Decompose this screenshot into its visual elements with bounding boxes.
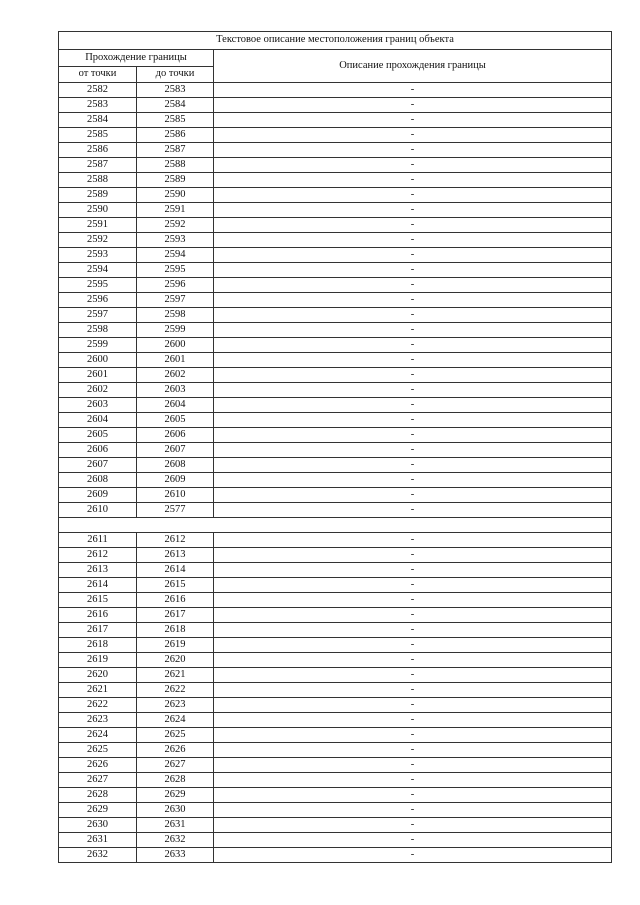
- description-cell: -: [214, 848, 612, 863]
- table-row: [59, 323, 612, 338]
- from-point-cell: 2597: [59, 308, 137, 323]
- to-point-cell: 2598: [137, 308, 214, 323]
- from-point-cell: 2630: [59, 818, 137, 833]
- to-point-cell: 2631: [137, 818, 214, 833]
- table-row: [59, 308, 612, 323]
- to-point-cell: 2618: [137, 623, 214, 638]
- description-cell: -: [214, 788, 612, 803]
- to-point-cell: 2620: [137, 653, 214, 668]
- description-cell: -: [214, 173, 612, 188]
- description-cell: -: [214, 428, 612, 443]
- table-row: [59, 413, 612, 428]
- to-point-cell: 2586: [137, 128, 214, 143]
- description-cell: -: [214, 413, 612, 428]
- table-row: [59, 428, 612, 443]
- to-point-cell: 2584: [137, 98, 214, 113]
- table-row: [59, 788, 612, 803]
- from-point-cell: 2595: [59, 278, 137, 293]
- to-point-cell: 2622: [137, 683, 214, 698]
- to-point-cell: 2606: [137, 428, 214, 443]
- description-cell: -: [214, 473, 612, 488]
- table-row: [59, 653, 612, 668]
- to-point-cell: 2592: [137, 218, 214, 233]
- to-point-cell: 2603: [137, 383, 214, 398]
- header-to-point: до точки: [137, 67, 214, 83]
- table-row: [59, 668, 612, 683]
- from-point-cell: 2584: [59, 113, 137, 128]
- table-row: [59, 533, 612, 548]
- table-row: [59, 758, 612, 773]
- from-point-cell: 2585: [59, 128, 137, 143]
- to-point-cell: 2612: [137, 533, 214, 548]
- table-row: [59, 203, 612, 218]
- from-point-cell: 2600: [59, 353, 137, 368]
- to-point-cell: 2616: [137, 593, 214, 608]
- to-point-cell: 2613: [137, 548, 214, 563]
- from-point-cell: 2605: [59, 428, 137, 443]
- from-point-cell: 2615: [59, 593, 137, 608]
- description-cell: -: [214, 758, 612, 773]
- description-cell: -: [214, 368, 612, 383]
- from-point-cell: 2621: [59, 683, 137, 698]
- description-cell: -: [214, 698, 612, 713]
- table-row: [59, 638, 612, 653]
- description-cell: -: [214, 233, 612, 248]
- table-row: [59, 848, 612, 863]
- description-cell: -: [214, 203, 612, 218]
- description-cell: -: [214, 278, 612, 293]
- description-cell: -: [214, 728, 612, 743]
- to-point-cell: 2590: [137, 188, 214, 203]
- description-cell: -: [214, 833, 612, 848]
- description-cell: -: [214, 383, 612, 398]
- from-point-cell: 2587: [59, 158, 137, 173]
- description-cell: -: [214, 128, 612, 143]
- description-cell: -: [214, 563, 612, 578]
- to-point-cell: 2625: [137, 728, 214, 743]
- table-row: [59, 803, 612, 818]
- to-point-cell: 2627: [137, 758, 214, 773]
- table-row: [59, 683, 612, 698]
- table-row: [59, 443, 612, 458]
- table-row: [59, 488, 612, 503]
- table-row: [59, 293, 612, 308]
- table-row: [59, 743, 612, 758]
- from-point-cell: 2629: [59, 803, 137, 818]
- to-point-cell: 2632: [137, 833, 214, 848]
- description-cell: -: [214, 503, 612, 518]
- table-row: [59, 113, 612, 128]
- from-point-cell: 2626: [59, 758, 137, 773]
- to-point-cell: 2577: [137, 503, 214, 518]
- description-cell: -: [214, 248, 612, 263]
- from-point-cell: 2602: [59, 383, 137, 398]
- from-point-cell: 2627: [59, 773, 137, 788]
- table-row: [59, 698, 612, 713]
- from-point-cell: 2620: [59, 668, 137, 683]
- table-row: [59, 338, 612, 353]
- description-cell: -: [214, 398, 612, 413]
- table-row: [59, 263, 612, 278]
- table-row: [59, 233, 612, 248]
- from-point-cell: 2631: [59, 833, 137, 848]
- to-point-cell: 2596: [137, 278, 214, 293]
- to-point-cell: 2600: [137, 338, 214, 353]
- from-point-cell: 2596: [59, 293, 137, 308]
- table-row: [59, 173, 612, 188]
- from-point-cell: 2628: [59, 788, 137, 803]
- table-row: [59, 188, 612, 203]
- to-point-cell: 2623: [137, 698, 214, 713]
- description-cell: -: [214, 668, 612, 683]
- from-point-cell: 2601: [59, 368, 137, 383]
- from-point-cell: 2599: [59, 338, 137, 353]
- from-point-cell: 2609: [59, 488, 137, 503]
- from-point-cell: 2608: [59, 473, 137, 488]
- to-point-cell: 2614: [137, 563, 214, 578]
- to-point-cell: 2595: [137, 263, 214, 278]
- to-point-cell: 2604: [137, 398, 214, 413]
- separator-row: [59, 518, 612, 533]
- header-from-point: от точки: [59, 67, 137, 83]
- from-point-cell: 2623: [59, 713, 137, 728]
- description-cell: -: [214, 308, 612, 323]
- to-point-cell: 2594: [137, 248, 214, 263]
- description-cell: -: [214, 773, 612, 788]
- to-point-cell: 2619: [137, 638, 214, 653]
- table-row: [59, 143, 612, 158]
- table-row: [59, 608, 612, 623]
- table-row: [59, 458, 612, 473]
- from-point-cell: 2632: [59, 848, 137, 863]
- table-body: [59, 83, 612, 863]
- description-cell: -: [214, 638, 612, 653]
- from-point-cell: 2603: [59, 398, 137, 413]
- to-point-cell: 2587: [137, 143, 214, 158]
- to-point-cell: 2585: [137, 113, 214, 128]
- separator-cell: [59, 518, 612, 533]
- to-point-cell: 2593: [137, 233, 214, 248]
- description-cell: -: [214, 578, 612, 593]
- to-point-cell: 2605: [137, 413, 214, 428]
- table-row: [59, 563, 612, 578]
- to-point-cell: 2609: [137, 473, 214, 488]
- from-point-cell: 2594: [59, 263, 137, 278]
- header-passage: Прохождение границы: [59, 50, 214, 67]
- from-point-cell: 2586: [59, 143, 137, 158]
- table-row: [59, 248, 612, 263]
- from-point-cell: 2583: [59, 98, 137, 113]
- description-cell: -: [214, 263, 612, 278]
- to-point-cell: 2610: [137, 488, 214, 503]
- table-row: [59, 368, 612, 383]
- table-row: [59, 218, 612, 233]
- to-point-cell: 2621: [137, 668, 214, 683]
- to-point-cell: 2624: [137, 713, 214, 728]
- boundary-description-table: [58, 31, 612, 863]
- description-cell: -: [214, 83, 612, 98]
- description-cell: -: [214, 293, 612, 308]
- to-point-cell: 2591: [137, 203, 214, 218]
- from-point-cell: 2622: [59, 698, 137, 713]
- table-row: [59, 548, 612, 563]
- description-cell: -: [214, 683, 612, 698]
- description-cell: -: [214, 353, 612, 368]
- from-point-cell: 2604: [59, 413, 137, 428]
- to-point-cell: 2626: [137, 743, 214, 758]
- description-cell: -: [214, 743, 612, 758]
- to-point-cell: 2629: [137, 788, 214, 803]
- table-row: [59, 353, 612, 368]
- description-cell: -: [214, 533, 612, 548]
- description-cell: -: [214, 488, 612, 503]
- table-row: [59, 593, 612, 608]
- table-row: [59, 773, 612, 788]
- from-point-cell: 2598: [59, 323, 137, 338]
- table-row: [59, 623, 612, 638]
- to-point-cell: 2615: [137, 578, 214, 593]
- table-row: [59, 383, 612, 398]
- description-cell: -: [214, 458, 612, 473]
- from-point-cell: 2618: [59, 638, 137, 653]
- table-row: [59, 98, 612, 113]
- to-point-cell: 2633: [137, 848, 214, 863]
- to-point-cell: 2607: [137, 443, 214, 458]
- from-point-cell: 2606: [59, 443, 137, 458]
- to-point-cell: 2601: [137, 353, 214, 368]
- to-point-cell: 2599: [137, 323, 214, 338]
- table-row: [59, 713, 612, 728]
- description-cell: -: [214, 443, 612, 458]
- description-cell: -: [214, 713, 612, 728]
- table-row: [59, 278, 612, 293]
- from-point-cell: 2624: [59, 728, 137, 743]
- description-cell: -: [214, 143, 612, 158]
- from-point-cell: 2611: [59, 533, 137, 548]
- description-cell: -: [214, 188, 612, 203]
- description-cell: -: [214, 113, 612, 128]
- table-row: [59, 578, 612, 593]
- from-point-cell: 2582: [59, 83, 137, 98]
- from-point-cell: 2590: [59, 203, 137, 218]
- description-cell: -: [214, 218, 612, 233]
- description-cell: -: [214, 623, 612, 638]
- to-point-cell: 2597: [137, 293, 214, 308]
- table-row: [59, 503, 612, 518]
- description-cell: -: [214, 608, 612, 623]
- table-row: [59, 398, 612, 413]
- to-point-cell: 2608: [137, 458, 214, 473]
- table-row: [59, 833, 612, 848]
- to-point-cell: 2588: [137, 158, 214, 173]
- from-point-cell: 2614: [59, 578, 137, 593]
- description-cell: -: [214, 653, 612, 668]
- description-cell: -: [214, 803, 612, 818]
- description-cell: -: [214, 98, 612, 113]
- table-row: [59, 128, 612, 143]
- table-row: [59, 473, 612, 488]
- from-point-cell: 2591: [59, 218, 137, 233]
- description-cell: -: [214, 548, 612, 563]
- description-cell: -: [214, 593, 612, 608]
- table-title: Текстовое описание местоположения границ объекта: [59, 32, 612, 50]
- to-point-cell: 2628: [137, 773, 214, 788]
- table-row: [59, 83, 612, 98]
- from-point-cell: 2589: [59, 188, 137, 203]
- to-point-cell: 2583: [137, 83, 214, 98]
- table-row: [59, 728, 612, 743]
- from-point-cell: 2612: [59, 548, 137, 563]
- from-point-cell: 2625: [59, 743, 137, 758]
- description-cell: -: [214, 338, 612, 353]
- from-point-cell: 2610: [59, 503, 137, 518]
- from-point-cell: 2613: [59, 563, 137, 578]
- table-row: [59, 818, 612, 833]
- header-description: Описание прохождения границы: [214, 50, 612, 83]
- from-point-cell: 2616: [59, 608, 137, 623]
- to-point-cell: 2602: [137, 368, 214, 383]
- description-cell: -: [214, 323, 612, 338]
- from-point-cell: 2588: [59, 173, 137, 188]
- description-cell: -: [214, 158, 612, 173]
- from-point-cell: 2617: [59, 623, 137, 638]
- to-point-cell: 2589: [137, 173, 214, 188]
- table-row: [59, 158, 612, 173]
- from-point-cell: 2619: [59, 653, 137, 668]
- description-cell: -: [214, 818, 612, 833]
- from-point-cell: 2607: [59, 458, 137, 473]
- to-point-cell: 2617: [137, 608, 214, 623]
- from-point-cell: 2592: [59, 233, 137, 248]
- from-point-cell: 2593: [59, 248, 137, 263]
- to-point-cell: 2630: [137, 803, 214, 818]
